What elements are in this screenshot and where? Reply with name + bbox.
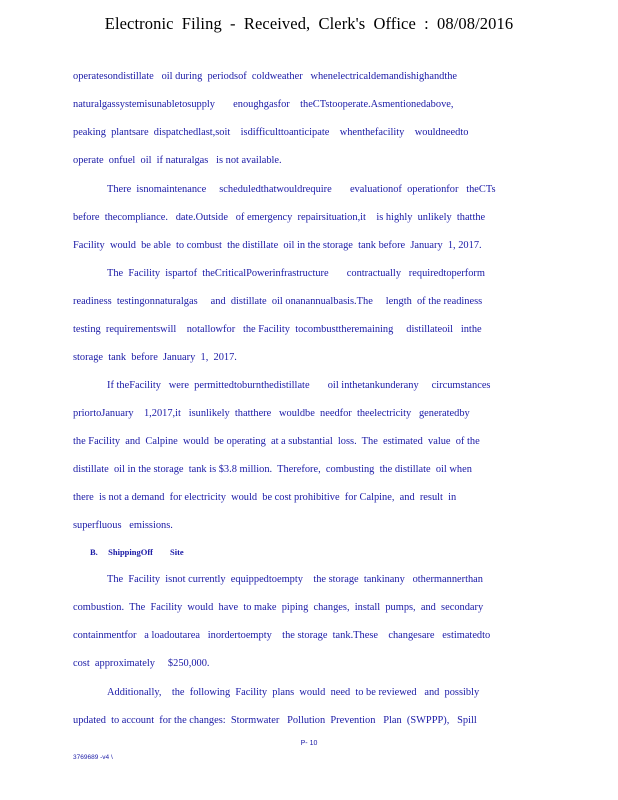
text-line: There isnomaintenance scheduledthatwouldrequire evaluationof operationfor theCTs <box>107 184 496 195</box>
text-line: operatesondistillate oil during periodsof coldweather whenelectricaldemandishighandthe <box>73 71 458 82</box>
section-title: ShippingOff Site <box>108 547 184 557</box>
text-line: testing requirementswill notallowfor the Facility tocombusttheremaining distillateoil inthe <box>73 324 482 335</box>
document-id: 3769689 -v4 \ <box>73 754 113 761</box>
text-line: the Facility and Calpine would be operating at a substantial loss. The estimated value of the <box>73 436 480 447</box>
text-line: distillate oil in the storage tank is $3.8 million. Therefore, combusting the distillate oil when <box>73 464 472 475</box>
section-heading <box>90 547 184 557</box>
text-line: there is not a demand for electricity would be cost prohibitive for Calpine, and result in <box>73 492 457 503</box>
page-number: P- 10 <box>300 740 318 747</box>
filing-stamp-header: Electronic Filing - Received, Clerk's Office : 08/08/2016 <box>104 14 514 33</box>
section-number: B. <box>90 547 98 557</box>
text-line: The Facility isnot currently equippedtoempty the storage tankinany othermannerthan <box>107 574 483 585</box>
text-line: containmentfor a loadoutarea inordertoempty the storage tank.These changesare estimatedto <box>73 630 491 641</box>
text-line: Facility would be able to combust the distillate oil in the storage tank before January 1, 2017. <box>73 240 482 251</box>
text-line: storage tank before January 1, 2017. <box>73 352 237 363</box>
text-line: readiness testingonnaturalgas and distillate oil onanannualbasis.The length of the readiness <box>73 296 483 307</box>
text-line: priortoJanuary 1,2017,it isunlikely thatthere wouldbe needfor theelectricity generatedby <box>73 408 470 419</box>
text-line: The Facility ispartof theCriticalPowerinfrastructure contractually requiredtoperform <box>107 268 485 279</box>
text-line: operate onfuel oil if naturalgas is not available. <box>73 155 282 166</box>
text-line: combustion. The Facility would have to make piping changes, install pumps, and secondary <box>73 602 484 613</box>
text-line: updated to account for the changes: Stormwater Pollution Prevention Plan (SWPPP), Spill <box>73 715 477 726</box>
text-line: cost approximately $250,000. <box>73 658 210 669</box>
text-line: peaking plantsare dispatchedlast,soit isdifficulttoanticipate whenthefacility wouldneedto <box>73 127 469 138</box>
text-line: superfluous emissions. <box>73 520 173 531</box>
text-line: naturalgassystemisunabletosupply enoughgasfor theCTstooperate.Asmentionedabove, <box>73 99 454 110</box>
text-line: before thecompliance. date.Outside of emergency repairsituation,it is highly unlikely thatthe <box>73 212 486 223</box>
text-line: If theFacility were permittedtoburnthedistillate oil inthetankunderany circumstances <box>107 380 491 391</box>
text-line: Additionally, the following Facility plans would need to be reviewed and possibly <box>107 687 480 698</box>
